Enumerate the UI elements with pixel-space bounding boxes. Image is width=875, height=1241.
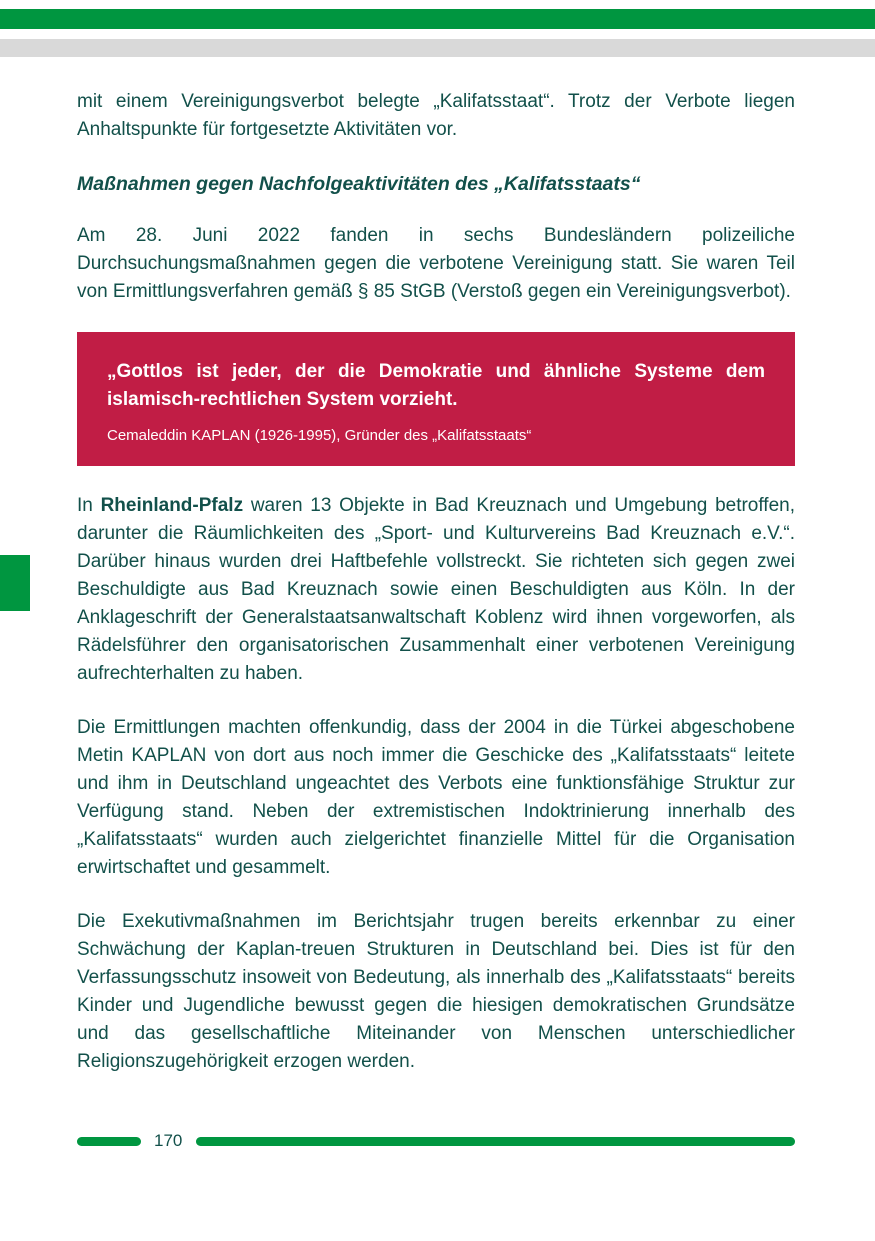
paragraph-raids: Am 28. Juni 2022 fanden in sechs Bundesländern polizeiliche Durchsuchungsmaßnahmen gegen die verbotene Vereinigung statt. Sie waren Teil von Ermittlungsverfahren gemäß § 85 StGB (Verstoß gegen ein Vereinigungsverbot). [77, 225, 795, 302]
page-footer [77, 1132, 795, 1150]
paragraph-rheinland-pfalz [77, 492, 795, 688]
header-gray-bar [0, 39, 875, 57]
section-heading: Maßnahmen gegen Nachfolgeaktivitäten des „Kalifatsstaats“ [77, 173, 641, 195]
paragraph-executive-measures: Die Exekutivmaßnahmen im Berichtsjahr trugen bereits erkennbar zu einer Schwächung der Kaplan-treuen Strukturen in Deutschland bei. Dies ist für den Verfassungsschutz insoweit von Bedeutung, als innerhalb des „Kalifatsstaats“ bereits Kinder und Jugendliche bewusst gegen die hiesigen demokratischen Grundsätze und das gesellschaftliche Miteinander von Menschen unterschiedlicher Religionszugehörigkeit erzogen werden. [77, 911, 795, 1072]
document-body [77, 88, 795, 1102]
footer-bar-left [77, 1137, 141, 1146]
paragraph-rheinland-pfalz-rest: waren 13 Objekte in Bad Kreuznach und Umgebung betroffen, darunter die Räumlichkeiten des „Sport- und Kulturvereins Bad Kreuznach e.V.“. Darüber hinaus wurden drei Haftbefehle vollstreckt. Sie richteten sich gegen zwei Beschuldigte aus Bad Kreuznach sowie einen Beschuldigten aus Köln. In der Anklageschrift der Generalstaatsanwaltschaft Koblenz wird ihnen vorgeworfen, als Rädelsführer den organisatorischen Zusammenhalt einer verbotenen Vereinigung aufrechterhalten zu haben. [77, 495, 796, 684]
footer-bar-right [196, 1137, 795, 1146]
quote-text: „Gottlos ist jeder, der die Demokratie und ähnliche Systeme dem islamisch-rechtlichen System vorzieht. [107, 361, 765, 410]
page-number: 170 [154, 1131, 183, 1150]
bold-rheinland-pfalz: Rheinland-Pfalz [100, 495, 244, 516]
paragraph-investigations: Die Ermittlungen machten offenkundig, dass der 2004 in die Türkei abgeschobene Metin KAPLAN von dort aus noch immer die Geschicke des „Kalifatsstaats“ leitete und ihm in Deutschland ungeachtet des Verbots eine funktionsfähige Struktur zur Verfügung stand. Neben der extremistischen Indoktrinierung innerhalb des „Kalifatsstaats“ wurden auch zielgerichtet finanzielle Mittel für die Organisation erwirtschaftet und gesammelt. [77, 717, 795, 878]
section-edge-marker [0, 555, 30, 611]
quote-box [77, 332, 795, 466]
header-green-bar [0, 9, 875, 29]
paragraph-intro: mit einem Vereinigungsverbot belegte „Kalifatsstaat“. Trotz der Verbote liegen Anhaltspunkte für fortgesetzte Aktivitäten vor. [77, 91, 795, 140]
quote-attribution: Cemaleddin KAPLAN (1926-1995), Gründer des „Kalifatsstaats“ [107, 427, 532, 444]
paragraph-rheinland-pfalz-lead: In [77, 495, 101, 516]
